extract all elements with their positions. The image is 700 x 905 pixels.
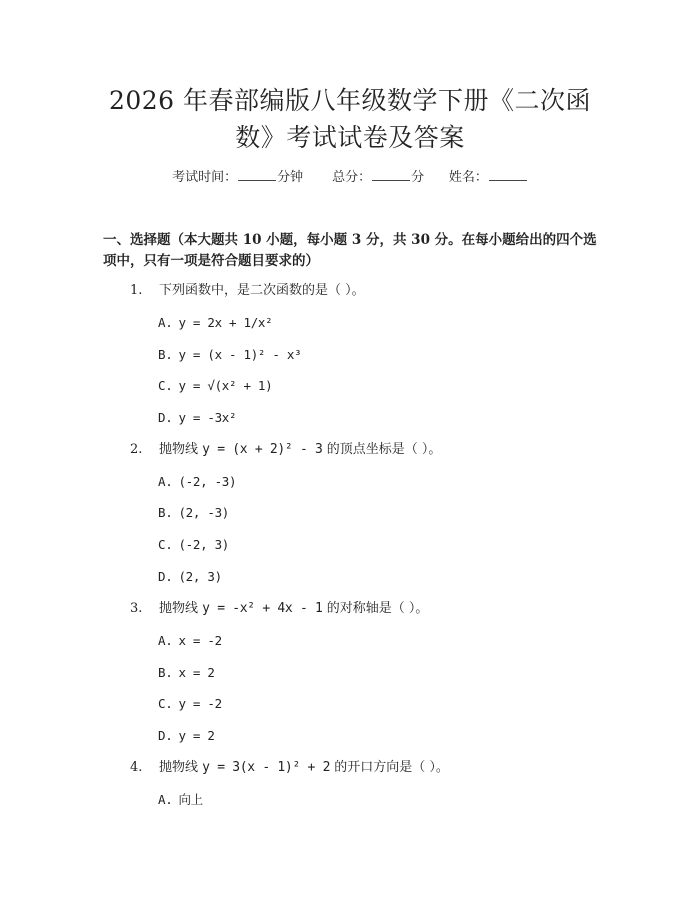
question-1 [130, 282, 365, 300]
option-label: C. [158, 696, 173, 711]
exam-title-line-2: 数》考试试卷及答案 [235, 123, 465, 152]
name-label: 姓名： [448, 170, 488, 185]
option-label: B. [158, 347, 173, 362]
question-4 [130, 759, 449, 777]
option-text: y = √(x² + 1) [178, 378, 273, 393]
question-stem-pre: 抛物线 [159, 442, 203, 457]
question-stem-post: 的顶点坐标是（ ）。 [322, 442, 442, 457]
option-text: 向上 [178, 792, 203, 807]
question-stem: 下列函数中，是二次函数的是（ ）。 [159, 283, 365, 298]
question-2 [130, 441, 441, 459]
option-text: y = 2x + 1/x² [178, 315, 273, 330]
question-number: 3. [130, 601, 143, 616]
option-2d [158, 568, 222, 586]
option-text: y = 2 [178, 728, 215, 743]
question-3 [130, 600, 428, 618]
option-text: y = -3x² [178, 410, 237, 425]
option-label: B. [158, 505, 173, 520]
question-stem-post: 的对称轴是（ ）。 [322, 601, 429, 616]
option-label: A. [158, 792, 173, 807]
option-label: C. [158, 378, 173, 393]
option-label: A. [158, 633, 173, 648]
score-unit: 分 [411, 170, 425, 185]
option-label: D. [158, 569, 173, 584]
option-label: A. [158, 315, 173, 330]
question-number: 2. [130, 442, 143, 457]
option-text: y = (x - 1)² - x³ [178, 347, 302, 362]
section-heading: 一、选择题（本大题共 10 小题，每小题 3 分，共 30 分。在每小题给出的四个选项中，只有一项是符合题目要求的） [103, 232, 597, 269]
option-2c [158, 536, 229, 554]
option-text: y = -2 [178, 696, 222, 711]
question-stem-math: y = (x + 2)² - 3 [202, 442, 323, 457]
option-text: (2, -3) [178, 505, 230, 520]
option-4a [158, 791, 203, 809]
option-text: (-2, 3) [178, 537, 230, 552]
option-1c [158, 377, 272, 395]
option-3d [158, 727, 215, 745]
option-text: x = 2 [178, 665, 215, 680]
option-label: B. [158, 665, 173, 680]
option-3a [158, 632, 222, 650]
option-label: C. [158, 537, 173, 552]
exam-meta-line [0, 168, 700, 188]
option-label: D. [158, 728, 173, 743]
option-text: x = -2 [178, 633, 222, 648]
time-blank[interactable] [238, 168, 276, 181]
option-3c [158, 695, 222, 713]
question-number: 1. [130, 283, 143, 298]
question-stem-pre: 抛物线 [159, 601, 203, 616]
question-stem-post: 的开口方向是（ ）。 [330, 760, 449, 775]
question-stem-pre: 抛物线 [159, 760, 203, 775]
name-blank[interactable] [489, 168, 527, 181]
time-unit: 分钟 [277, 170, 304, 185]
score-label: 总分： [332, 170, 372, 185]
option-1d [158, 409, 236, 427]
option-2a [158, 473, 236, 491]
question-number: 4. [130, 760, 143, 775]
option-label: A. [158, 474, 173, 489]
option-1a [158, 314, 272, 332]
option-label: D. [158, 410, 173, 425]
option-text: (2, 3) [178, 569, 222, 584]
option-text: (-2, -3) [178, 474, 237, 489]
score-blank[interactable] [372, 168, 410, 181]
option-1b [158, 346, 301, 364]
option-3b [158, 664, 215, 682]
exam-title-line-1: 2026 年春部编版八年级数学下册《二次函 [108, 86, 592, 115]
time-label: 考试时间： [172, 170, 238, 185]
option-2b [158, 504, 229, 522]
question-stem-math: y = 3(x - 1)² + 2 [202, 760, 331, 775]
question-stem-math: y = -x² + 4x - 1 [202, 601, 323, 616]
